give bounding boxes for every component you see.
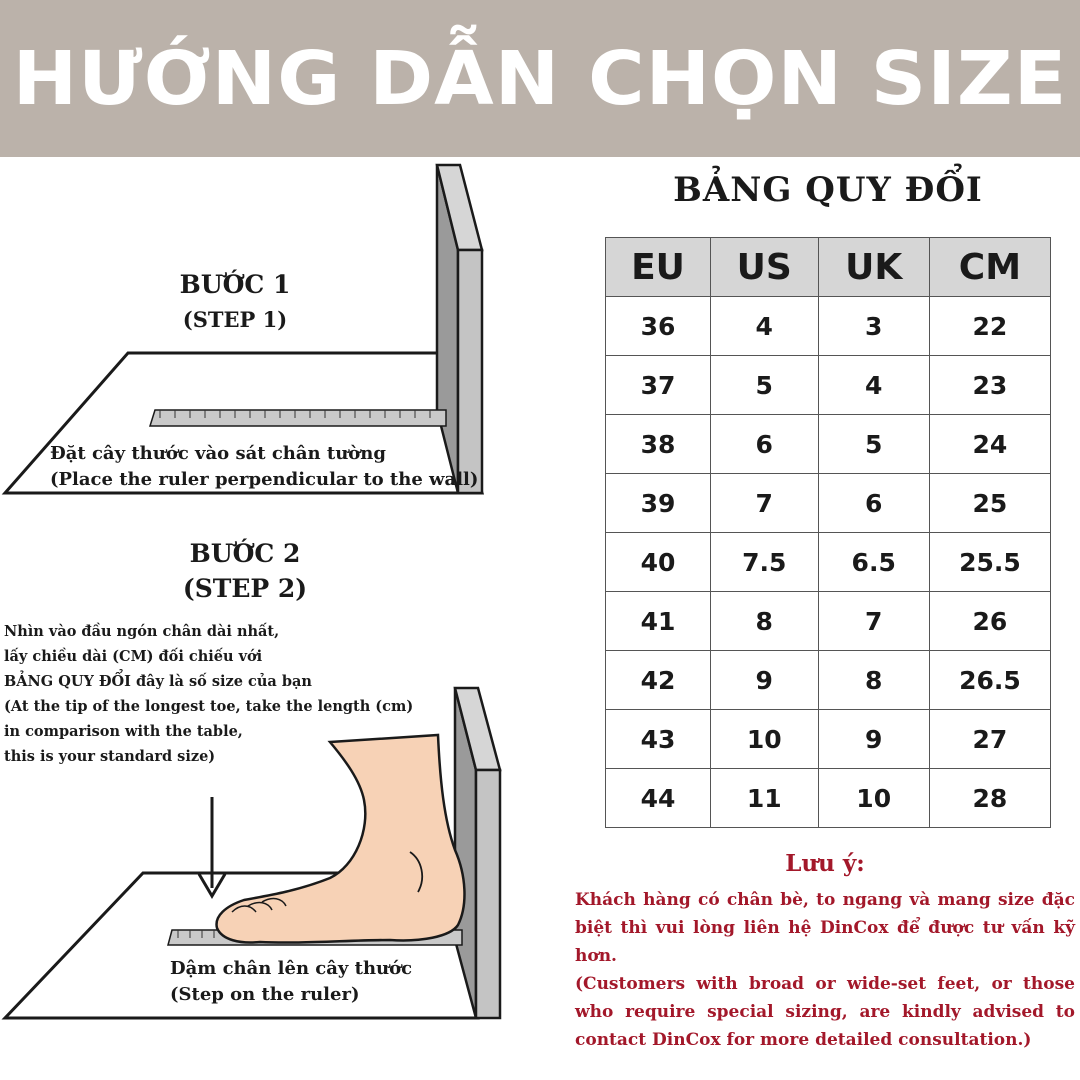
table-row bbox=[606, 297, 1051, 356]
cell-us: 11 bbox=[710, 769, 818, 828]
step2-caption-vi: Dậm chân lên cây thước bbox=[170, 958, 413, 979]
instruction-line: BẢNG QUY ĐỔI đây là số size của bạn bbox=[4, 673, 312, 690]
cell-uk: 6 bbox=[818, 474, 929, 533]
cell-us: 6 bbox=[710, 415, 818, 474]
step1-caption-vi: Đặt cây thước vào sát chân tường bbox=[50, 443, 386, 464]
header-eu: EU bbox=[606, 238, 711, 297]
step2-instructions bbox=[4, 619, 413, 769]
page-title: HƯỚNG DẪN CHỌN SIZE bbox=[12, 35, 1068, 122]
step1-caption-en: (Place the ruler perpendicular to the wall) bbox=[50, 469, 479, 490]
instruction-line: in comparison with the table, bbox=[4, 723, 243, 740]
instruction-line: this is your standard size) bbox=[4, 748, 216, 765]
step2-wall-front bbox=[476, 770, 500, 1018]
step1-wall-front bbox=[458, 250, 482, 493]
header-banner bbox=[0, 0, 1080, 157]
table-row bbox=[606, 474, 1051, 533]
step2-subtitle: (STEP 2) bbox=[182, 574, 308, 603]
cell-eu: 38 bbox=[606, 415, 711, 474]
cell-uk: 8 bbox=[818, 651, 929, 710]
step2-title: BƯỚC 2 bbox=[189, 539, 301, 568]
cell-cm: 25.5 bbox=[929, 533, 1050, 592]
cell-uk: 5 bbox=[818, 415, 929, 474]
cell-us: 10 bbox=[710, 710, 818, 769]
header-uk: UK bbox=[818, 238, 929, 297]
cell-cm: 23 bbox=[929, 356, 1050, 415]
table-title: BẢNG QUY ĐỔI bbox=[673, 170, 983, 210]
cell-eu: 37 bbox=[606, 356, 711, 415]
cell-eu: 44 bbox=[606, 769, 711, 828]
table-row bbox=[606, 356, 1051, 415]
cell-us: 4 bbox=[710, 297, 818, 356]
cell-us: 8 bbox=[710, 592, 818, 651]
cell-cm: 25 bbox=[929, 474, 1050, 533]
cell-us: 9 bbox=[710, 651, 818, 710]
table-row bbox=[606, 533, 1051, 592]
cell-uk: 9 bbox=[818, 710, 929, 769]
instruction-line: (At the tip of the longest toe, take the length (cm) bbox=[4, 698, 414, 715]
step1-title: BƯỚC 1 bbox=[179, 270, 291, 299]
step2-caption-en: (Step on the ruler) bbox=[170, 984, 360, 1005]
cell-uk: 10 bbox=[818, 769, 929, 828]
cell-cm: 24 bbox=[929, 415, 1050, 474]
step1-subtitle: (STEP 1) bbox=[182, 307, 288, 332]
table-row bbox=[606, 592, 1051, 651]
cell-cm: 26.5 bbox=[929, 651, 1050, 710]
table-row bbox=[606, 769, 1051, 828]
cell-eu: 39 bbox=[606, 474, 711, 533]
cell-cm: 22 bbox=[929, 297, 1050, 356]
note-title: Lưu ý: bbox=[785, 850, 865, 877]
instruction-line: lấy chiều dài (CM) đối chiếu với bbox=[4, 648, 263, 665]
cell-eu: 40 bbox=[606, 533, 711, 592]
cell-us: 7 bbox=[710, 474, 818, 533]
table-header-row bbox=[606, 238, 1051, 297]
cell-us: 7.5 bbox=[710, 533, 818, 592]
cell-eu: 36 bbox=[606, 297, 711, 356]
cell-eu: 41 bbox=[606, 592, 711, 651]
step1-ruler bbox=[150, 410, 446, 426]
cell-eu: 43 bbox=[606, 710, 711, 769]
header-us: US bbox=[710, 238, 818, 297]
cell-eu: 42 bbox=[606, 651, 711, 710]
cell-uk: 6.5 bbox=[818, 533, 929, 592]
instruction-line: Nhìn vào đầu ngón chân dài nhất, bbox=[4, 623, 280, 640]
cell-cm: 28 bbox=[929, 769, 1050, 828]
table-row bbox=[606, 415, 1051, 474]
cell-uk: 7 bbox=[818, 592, 929, 651]
note-vietnamese: Khách hàng có chân bè, to ngang và mang size đặc biệt thì vui lòng liên hệ DinCox để được tư vấn kỹ hơn. bbox=[575, 890, 1075, 966]
cell-uk: 4 bbox=[818, 356, 929, 415]
cell-uk: 3 bbox=[818, 297, 929, 356]
table-row bbox=[606, 651, 1051, 710]
table-row bbox=[606, 710, 1051, 769]
cell-cm: 27 bbox=[929, 710, 1050, 769]
cell-us: 5 bbox=[710, 356, 818, 415]
cell-cm: 26 bbox=[929, 592, 1050, 651]
size-table bbox=[605, 237, 1051, 828]
header-cm: CM bbox=[929, 238, 1050, 297]
note-english: (Customers with broad or wide-set feet, or those who require special sizing, are kindly advised to contact DinCox for more detailed consultation.) bbox=[575, 974, 1075, 1050]
